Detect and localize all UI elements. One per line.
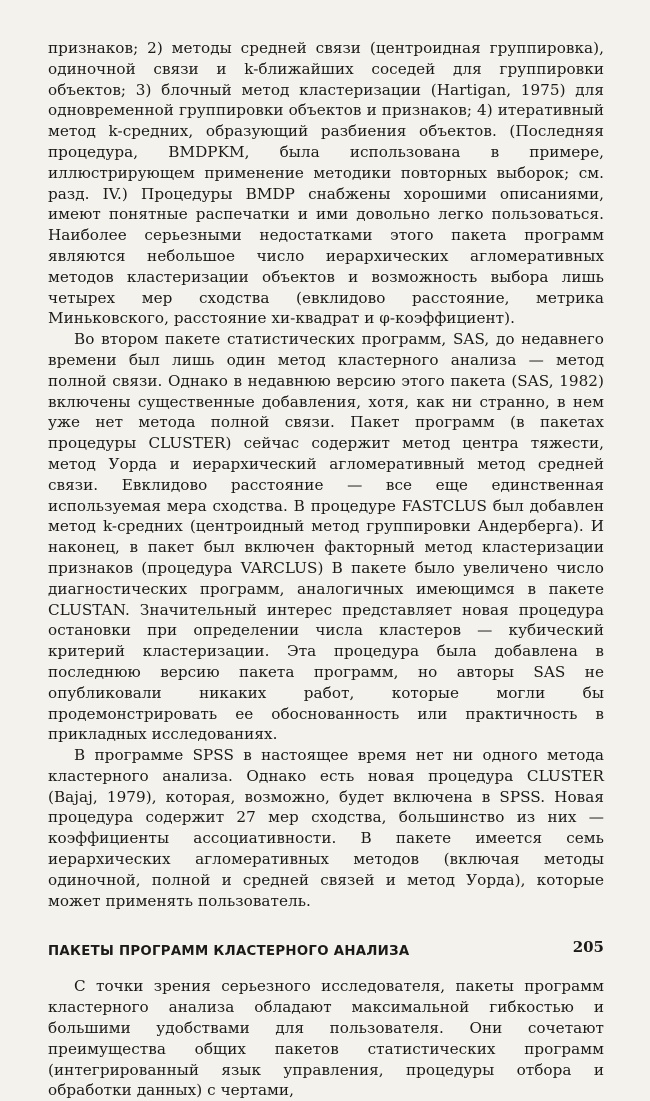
page-number: 205: [572, 938, 604, 956]
paragraph-bmdp-methods: признаков; 2) методы средней связи (центроидная группировка), одиночной связи и k-ближайших соседей для группировки объектов; 3) блочный метод кластеризации (Hartigan, 1975) для одновременной группировки объектов и признаков; 4) итеративный метод k-средних, образующий разбиения объектов. (Последняя процедура, BMDPKM, была использована в примере, иллюстрирующем применение методики повторных выборок; см. разд. IV.) Процедуры BMDP снабжены хорошими описаниями, имеют понятные распечатки и ими довольно легко пользоваться. Наиболее серьезными недостатками этого пакета программ являются небольшое число иерархических агломеративных методов кластеризации объектов и возможность выбора лишь четырех мер сходства (евклидово расстояние, метрика Миньковского, расстояние хи-квадрат и φ-коэффициент).: [48, 39, 604, 328]
paragraph-sas: Во втором пакете статистических программ, SAS, до недавнего времени был лишь один метод кластерного анализа — метод полной связи. Однако в недавнюю версию этого пакета (SAS, 1982) включены существенные добавления, хотя, как ни странно, в нем уже нет метода полной связи. Пакет программ (в пакетах процедуры CLUSTER) сейчас содержит метод центра тяжести, метод Уорда и иерархический агломеративный метод средней связи. Евклидово расстояние — все еще единственная используемая мера сходства. В процедуре FASTCLUS был добавлен метод k-средних (центроидный метод группировки Андерберга). И наконец, в пакет был включен факторный метод кластеризации признаков (процедура VARCLUS) В пакете было увеличено число диагностических программ, аналогичных имеющимся в пакете CLUSTAN. Значительный интерес представляет новая процедура остановки при определении числа кластеров — кубический критерий кластеризации. Эта процедура была добавлена в последнюю версию пакета программ, но авторы SAS не опубликовали никаких работ, которые могли бы продемонстрировать ее обоснованность или практичность в прикладных исследованиях.: [48, 330, 604, 744]
paragraph-cluster-packages: С точки зрения серьезного исследователя, пакеты программ кластерного анализа обладают максимальной гибкостью и большими удобствами для пользователя. Они сочетают преимущества общих пакетов статистических программ (интегрированный язык управления, процедуры отбора и обработки данных) с чертами,: [48, 977, 604, 1100]
section-heading: ПАКЕТЫ ПРОГРАММ КЛАСТЕРНОГО АНАЛИЗА: [48, 944, 410, 960]
paragraph-spss: В программе SPSS в настоящее время нет ни одного метода кластерного анализа. Однако есть новая процедура CLUSTER (Bajaj, 1979), которая, возможно, будет включена в SPSS. Новая процедура содержит 27 мер сходства, большинство из них — коэффициенты ассоциативности. В пакете имеется семь иерархических агломеративных методов (включая методы одиночной, полной и средней связей и метод Уорда), которые может применять пользователь.: [48, 746, 604, 910]
page-body: [48, 38, 604, 1101]
